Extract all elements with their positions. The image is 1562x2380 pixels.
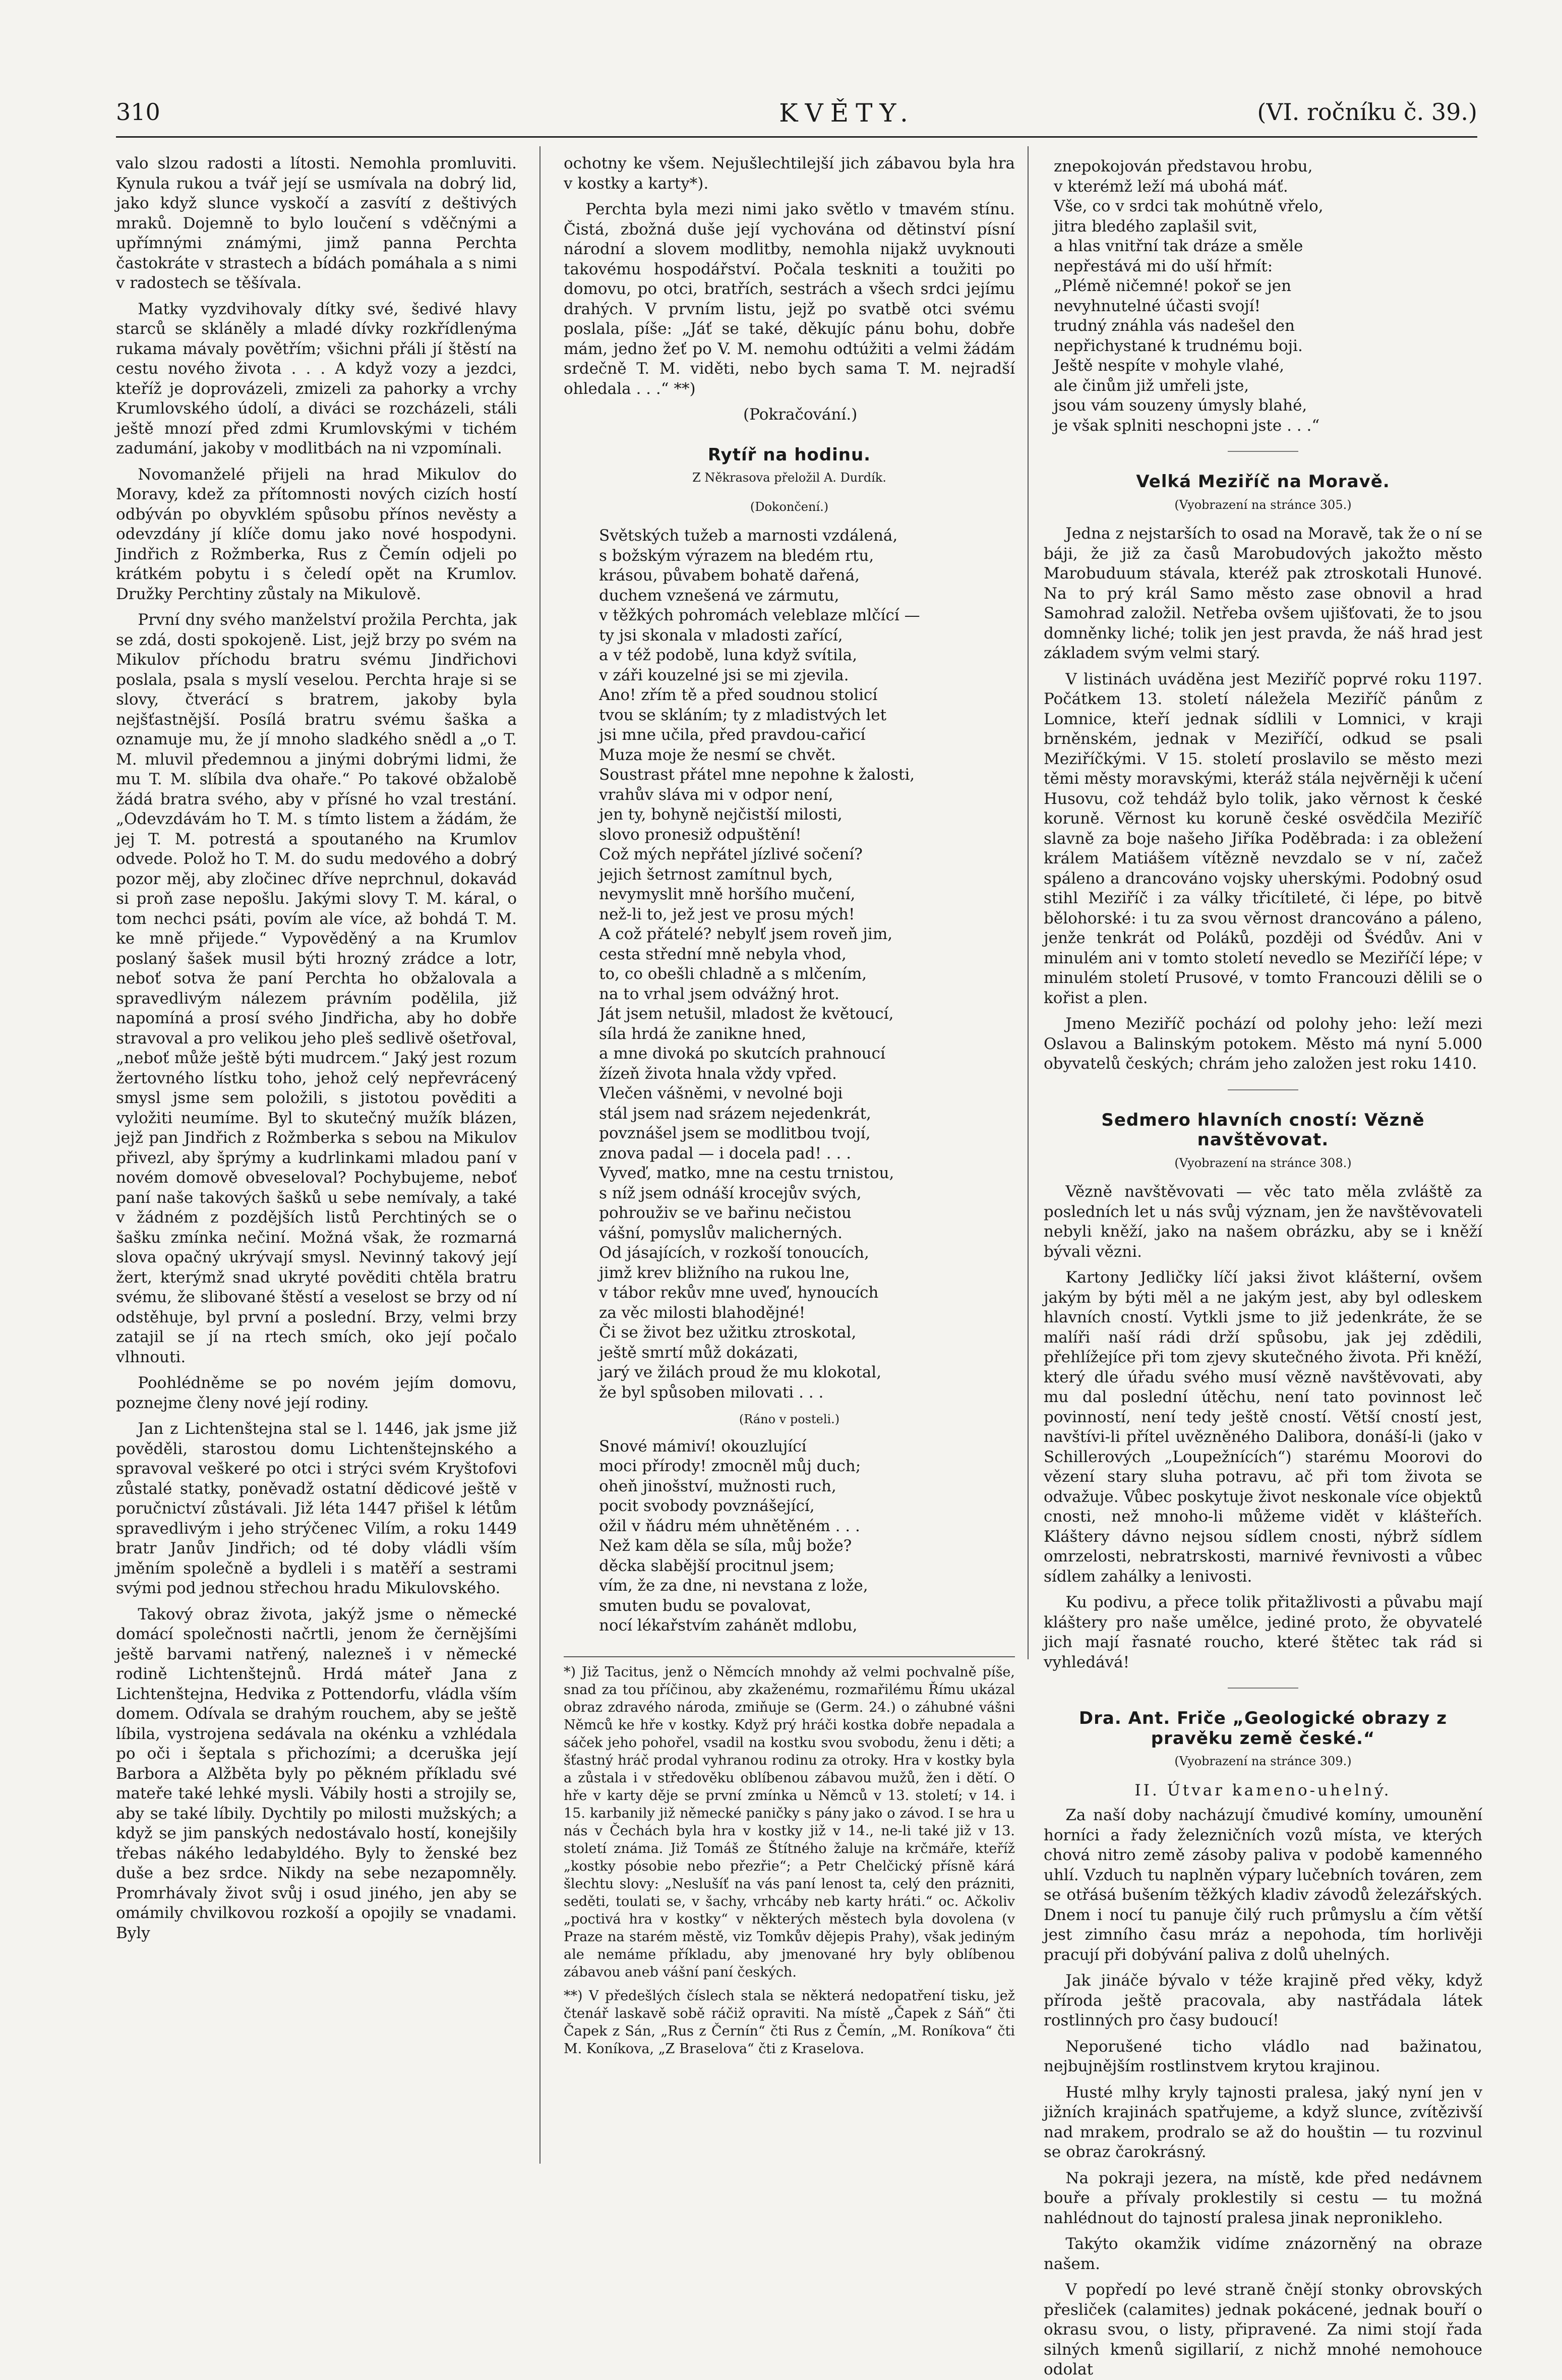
paragraph: Takýto okamžik vidíme znázorněný na obraze našem. [1044,2235,1482,2273]
poem-line: cesta střední mně nebyla vhod, [599,945,847,963]
poem-line: znepokojován představou hrobu, [1054,157,1313,176]
paragraph: V popředí po levé straně čnějí stonky obrovských přesliček (calamites) jednak pokácené, jednak bouří o okrasu svou, o listy, připravené. Za nimi stojí řada silných kmenů sigillarií, z nichž mnohé nemohouce odolat [1044,2281,1482,2378]
masthead: KVĚTY. [779,98,915,128]
poem-line: nocí lékařstvím zahánět mdlobu, [599,1616,858,1635]
poem-line: oheň jinošství, mužnosti ruch, [599,1477,836,1495]
paragraph: Vězně navštěvovati — věc tato měla zvláště za posledních let u nás svůj význam, jen že navštěvovateli nebyli kněží, jako na našem obrázku, aby se i kněží bývali vězni. [1044,1183,1482,1261]
article-subtitle: (Vyobrazení na stránce 308.) [1174,1155,1352,1170]
separator [1228,451,1298,452]
poem-ending [1054,157,1482,436]
footnote: *) Již Tacitus, jenž o Němcích mnohdy až velmi pochvalně píše, snad za tou příčinou, aby zkaženému, rozmařilému Římu ukázal obraz zdravého národa, zmiňuje se (Germ. 24.) o záhubné vášni Němců ke hře v kostky. Když prý hráči kostka dobře nepadala a sáček jeho pohořel, vsadil na kostku svou svobodu, ženu i děti; a šťastný hráč prodal vyhranou rodinu za otroky. Hra v kostky byla a zůstala i v středověku oblíbenou zábavou mužů, žen i dětí. O hře v karty děje se první zmínka u Němců v 13. století; v 14. i 15. karbanily již německé paničky s pány jako o závod. I se hra u nás v Čechách byla hra v kostky již v 14., ne-li také již v 13. století známa. Již Tomáš ze Štítného žaluje na krčmáře, kteříž „kostky pósobie nebo přezřie“; a Petr Chelčický přísně kárá šlechtu slovy: „Neslušíť na vás paní lenost ta, celý den prázniti, seděti, toulati se, v šachy, vrhcáby neb karty hráti.“ oc. Ačkoliv „poctivá hra v kostky“ v některých městech byla dovolena (v Praze na starém městě, viz Tomkův dějepis Prahy), však jediným ale nemáme příkladu, aby jmenované hry byly oblíbenou zábavou aneb vášní paní českých. [564,1664,1015,1980]
poem-line: jsi mne učila, před pravdou-cařicí [599,726,866,744]
page-number: 310 [116,98,160,126]
paragraph: Novomanželé přijeli na hrad Mikulov do Moravy, kdež za přítomnosti nových cizích hostí odbýván po obyvklém spůsobu přínos nevěsty a odevzdány jí klíče domu jako nové hospodyni. Jindřich z Rožmberka, Rus z Čemín odjeli po krátkém pobytu i s čeledí opět na Krumlov. Družky Perchtiny zůstaly na Mikulově. [116,465,517,603]
separator [1228,1688,1298,1689]
poem-line: stál jsem nad srázem nejedenkrát, [599,1104,871,1123]
poem-line: nepřichystané k trudnému boji. [1054,336,1303,355]
column-1 [116,154,517,1943]
paragraph: Jan z Lichtenštejna stal se l. 1446, jak jsme již pověděli, starostou domu Lichtenštejnského a spravoval veškeré po otci i strýci svém Kryštofovi zůstalé statky, poněvadž ostatní dědicové ještě v poručnictví zůstávali. Již léta 1447 přišel k létům spravedlivým i jeho strýčenec Vilím, a roku 1449 bratr Janův Jindřich; od té doby vládli vším jměním společně a bydleli i s matěří a sestrami svými pod jednou střechou hradu Mikulovského. [116,1420,517,1597]
paragraph: valo slzou radosti a lítosti. Nemohla promluviti. Kynula rukou a tvář její se usmívala na dobrý lid, jako když slunce vyskočí a zasvítí z deštivých mraků. Dojemně to bylo loučení s vděčnými a upřímnými známými, jimž panna Perchta častokráte v strastech a bídách pomáhala a s nimi v radostech se těšívala. [116,154,517,292]
poem-title: Rytíř na hodinu. [707,444,871,465]
article-title: Dra. Ant. Friče „Geologické obrazy z pravěku země české.“ [1078,1708,1448,1749]
poem-line: že byl spůsoben milovati . . . [599,1383,824,1402]
poem-line: Od jásajících, v rozkoší tonoucích, [599,1244,869,1262]
poem-line: než-li to, jež jest ve prosu mých! [599,905,855,923]
continued-note: (Pokračování.) [743,405,858,424]
poem-line: Vše, co v srdci tak mohútně vřelo, [1054,197,1324,215]
poem-line: vrahův sláva mi v odpor není, [599,785,833,804]
poem-line: jen ty, bohyně nejčistší milosti, [599,805,843,824]
column-rule-1 [539,146,540,2164]
poem-line: v kterémž leží má ubohá máť. [1054,177,1288,196]
poem-line: vím, že za dne, ni nevstana z lože, [599,1577,868,1595]
poem-line: na to vrhal jsem odvážný hrot. [599,984,839,1003]
poem-line: v tábor rekův mne uveď, hynoucích [599,1284,879,1302]
poem-line: síla hrdá že zanikne hned, [599,1024,807,1043]
poem-line: ty jsi skonala v mladosti zařící, [599,626,843,645]
poem-line: jimž krev bližního na rukou lne, [599,1263,850,1282]
poem-line: ale činům již umřeli jste, [1054,376,1249,395]
poem-line: to, co obešli chladně a s mlčením, [599,965,867,983]
paragraph: Za naší doby nacházují čmudivé komíny, umounění horníci a řady železničních vozů místa, ve kterých chová nitro země zásoby paliva v podobě kamenného uhlí. Vzduch tu naplněn výpary lučebních továren, zem se otřásá bušením těžkých kladiv závodů železářských. Dnem i nocí tu panuje čilý ruch průmyslu a čím větší jest zimního času mráz a nepohoda, tím horlivěji pracují při dobývání paliva z dolů uhelných. [1044,1806,1482,1964]
paragraph: Perchta byla mezi nimi jako světlo v tmavém stínu. Čistá, zbožná duše její vychována od dětinství písní národní a slovem modlitby, nemohla nijakž uvyknouti takovému hospodářství. Počala teskniti a toužiti po domovu, po otci, bratřích, sestrách a všech srdci jejímu drahých. V prvním listu, jejž po svatbě otci svému poslala, píše: „Jáť se také, děkujíc pánu bohu, dobře mám, jedno žeť po V. M. nemohu odtúžiti a velmi žádám srdečně T. M. viděti, nebo bych sama T. M. nejradší ohledala . . .“ **) [564,200,1015,398]
poem-line: smuten budu se povalovat, [599,1596,811,1615]
poem-line: pohrouživ se ve bařinu nečistou [599,1204,852,1222]
article-title: Sedmero hlavních cností: Vězně navštěvovat. [1101,1110,1425,1150]
article-subtitle: (Vyobrazení na stránce 309.) [1174,1754,1352,1768]
poem-translator: Z Někrasova přeložil A. Durdík. [692,471,886,485]
poem-line: jitra bledého zaplašil svit, [1054,217,1258,236]
poem-line: Soustrast přátel mne nepohne k žalosti, [599,766,915,784]
poem-line: Ještě nespíte v mohyle vlahé, [1054,357,1285,375]
paragraph: Kartony Jedličky líčí jaksi život klášterní, ovšem jakým by býti měl a ne jakým jest, aby byl odleskem hlavních cností. Vytkli jsme to již jedenkráte, že se malíři naší rádi drží spůsobu, jak jej zdědili, přehlížejíce při tom zjevy skutečného života. Při kněží, který dle úřadu svého musí vězně navštěvovati, aby mu dal poslední útěchu, není tato povinnost leč povinností, není tedy ještě cností. Větší cností jest, navštívi-li přítel uvězněného Dalibora, donáší-li (jako v Schillerových „Loupežnících“) starému Moorovi do vězení stary sluha potravu, ač při tom života se odvažuje. Vůbec poskytuje život neskonale více objektů cnosti, než mnoho-li můžeme vidět v klášteřích. Kláštery dávno nejsou sídlem cnosti, nýbrž sídlem omrzelosti, nebratrskosti, marnivé řevnivosti a vůbec sídlem zahálky a lenivosti. [1044,1268,1482,1586]
poem-line: znova padal — i docela pad! . . . [599,1144,852,1163]
poem-line: moci přírody! zmocněl můj duch; [599,1457,861,1475]
paragraph: Takový obraz života, jakýž jsme o německé domácí společnosti načrtli, jenom že černějšími ještě barvami natřený, nalezneš i v německé rodině Lichtenštejnů. Hrdá máteř Jana z Lichtenštejna, Hedvika z Pottendorfu, vládla vším domem. Odívala se drahým rouchem, aby se ještě líbila, vystrojena sedávala na okénku a vzhlédala po oči i šeptala s přichozími; a dceruška její Barbora a Alžběta byly po pěkném příkladu své mateře také lehké mysli. Vábily hosti a strojily se, aby se také líbily. Dychtily po milosti mužských; a když se jim panských nedostávalo hostí, konejšily třebas nákého ledabyldého. Byly to ženské bez duše a bez srdce. Nikdy na sebe nezapomněly. Promrhávaly život svůj i osud jiného, jen aby se omámily chvilkovou rozkoší a opojily se vnadami. Byly [116,1605,517,1942]
paragraph: Poohlédněme se po novém jejím domovu, poznejme členy nové její rodiny. [116,1374,517,1412]
article-subtitle: (Vyobrazení na stránce 305.) [1174,497,1352,512]
poem-line: a mne divoká po skutcích prahnoucí [599,1044,885,1063]
paragraph: Matky vyzdvihovaly dítky své, šedivé hlavy starců se skláněly a mladé dívky rozkřídlenýma rukama mávaly povětřím; všichni přáli jí štěstí na cestu nového života . . . A když vozy a jezdci, kteříž je doprovázeli, zmizeli za pahorky a vrchy Krumlovského údolí, a diváci se rozcházeli, stáli ještě mnozí před zdmi Krumlovskými v tichém zadumání, jakoby v modlitbách na ni vzpomínali. [116,300,517,457]
paragraph: Na pokraji jezera, na místě, kde před nedávnem bouře a přívaly proklestily si cestu — tu možná nahlédnout do tajností pralesa jinak nepronikleho. [1044,2169,1482,2227]
poem-line: krásou, půvabem bohatě dařená, [599,566,860,585]
poem-line: Než kam děla se síla, můj bože? [599,1537,852,1555]
poem-line: Vlečen vášněmi, v nevolné boji [599,1084,843,1102]
poem-line: jarý ve žilách proud že mu klokotal, [599,1363,882,1381]
poem-line: nevymyslit mně horšího mučení, [599,885,856,903]
poem-line: Ját jsem netušil, mladost že květoucí, [599,1005,894,1023]
poem-body-2 [599,1437,1015,1636]
poem-line: Snové mámiví! okouzlující [599,1437,807,1456]
page-header [116,98,1477,134]
poem-line: Vyveď, matko, mne na cestu trnistou, [599,1164,894,1182]
paragraph: Neporušené ticho vládlo nad bažinatou, nejbujnějším rostlinstvem krytou krajinou. [1044,2037,1482,2075]
paragraph: Jmeno Meziříč pochází od polohy jeho: leží mezi Oslavou a Balinským potokem. Město má nyní 5.000 obyvatelů českých; chrám jeho založen jest roku 1410. [1044,1015,1482,1073]
poem-line: Což mých nepřátel jízlivé sočení? [599,845,863,863]
poem-line: vášní, pomyslův malicherných. [599,1224,843,1242]
paragraph: V listinách uváděna jest Meziříč poprvé roku 1197. Počátkem 13. století náležela Meziříč pánům z Lomnice, kteří jednak sídlili v Lomnici, v kraji brněnském, jednak v Meziříčí, odkud se psali Meziříčkými. V 15. století proslavilo se město mezi těmi městy moravskými, kteráž stála nejvěrněji k učení Husovu, což tehdáž bylo tolik, jako věrnost k české koruně. Věrnost ku koruně české osvědčila Meziříč slavně za boje našeho Jiříka Poděbrada: i za obležení králem Matiášem vítězně nevzdalo se v ní, začež spáleno a drancováno vojsky uherskými. Podobný osud stihl Meziříč i za války třicítileté, či lépe, po bitvě bělohorské: i tu za svou věrnost drancováno a páleno, jenže tenkrát od Poláků, později od Švédův. Ani v minulém ani v tomto století nevedlo se Meziříčí lépe; v minulém století Prusové, v tomto Francouzi dělili se o kořist a plen. [1044,670,1482,1007]
column-rule-2 [1028,146,1029,1659]
poem-line: s níž jsem odnáší krocejův svých, [599,1184,862,1202]
header-rule [116,136,1477,138]
footnote: **) V předešlých číslech stala se některá nedopatření tisku, jež čtenář laskavě sobě ráčiž opraviti. Na místě „Čapek z Sáň“ čti Čapek z Sán, „Rus z Černín“ čti Rus z Čemín, „M. Roníkova“ čti M. Koníkova, „Z Braselova“ čti z Kraselova. [564,1988,1015,2057]
issue-number: (VI. ročníku č. 39.) [1257,98,1477,126]
poem-line: tvou se skláním; ty z mladistvých let [599,706,887,724]
poem-line: nevyhnutelné účasti svojí! [1054,297,1261,315]
poem-line: s božským výrazem na bledém rtu, [599,546,874,565]
poem-line: „Plémě ničemné! pokoř se jen [1054,277,1292,295]
separator [1228,1089,1298,1090]
poem-line: za věc milosti blahodějné! [599,1303,806,1322]
paragraph: ochotny ke všem. Nejušlechtilejší jich zábavou byla hra v kostky a karty*). [564,154,1015,193]
poem-conclusion: (Dokončení.) [750,499,829,514]
poem-line: pocit svobody povznášející, [599,1497,815,1515]
poem-line: jsou vám souzeny úmysly blahé, [1054,396,1307,415]
poem-line: ještě smrtí můž dokázati, [599,1343,799,1362]
poem-line: a v též podobě, luna když svítila, [599,646,858,664]
paragraph: První dny svého manželství prožila Perchta, jak se zdá, dosti spokojeně. List, jejž brzy po svém na Mikulov příchodu bratru svému Jindřichovi poslala, psala s myslí veselou. Perchta hraje si se slovy, čtverácí s bratrem, jakoby byla nejšťastnější. Posílá bratru svému šaška a oznamuje mu, že jí mnoho sladkého snědl a „o T. M. mluvil předemnou a jinými dobrými lidmi, že mu T. M. slíbila dva ohaře.“ Po takové obžalobě žádá bratra svého, aby v přísné ho vzal trestání. „Odevzdávám ho T. M. s tímto listem a žádám, že jej T. M. potrestá a spoutaného na Krumlov odvede. Polož ho T. M. do sudu medového a dobrý pozor měj, aby zločinec dříve neprchnul, dokavád si proň zase nepošlu. Jakými slovy T. M. káral, o tom nechci psáti, povím ale více, až bohdá T. M. ke mně přijede.“ Vypověděný a na Krumlov poslaný šašek musil býti hrozný zrádce a lotr, neboť sotva že paní Perchta ho obžalovala a spravedlivým nálezem právním podělila, již napomíná a prosí svého Jindřicha, aby ho dobře stravoval a pro velikou jeho pleš sedlivě ošetřoval, „neboť může ještě býti mudrcem.“ Jaký jest rozum žertovného lístku toho, jehož celý nepřevrácený smysl jsme sem položili, s jistotou pověditi a vyložiti neumíme. Byl to skutečný mužík blázen, jejž pan Jindřich z Rožmberka s sebou na Mikulov přivezl, aby šprýmy a kudrlinkami mladou paní v novém domově obveseloval? Pochybujeme, neboť paní naše takových šašků u sebe nemívaly, a také v žádném z pozdějších listů Perchtiných se o šašku zmínka nečiní. Možná však, že rozmarná slova opačný ukrývají smysl. Nevinný takový její žert, kterýmž snad ukryté pověditi chtěla bratru svému, že slibované štěstí a veselost se brzy od ní odstěhuje, byl první a poslední. Brzy, velmi brzy zatajil se jí na rtech smích, oko její počalo vlhnouti. [116,611,517,1366]
poem-line: trudný znáhla vás nadešel den [1054,317,1295,335]
article-title: Velká Meziříč na Moravě. [1136,472,1390,492]
paragraph: Husté mlhy kryly tajnosti pralesa, jaký nyní jen v jižních krajinách spatřujeme, a když slunce, zvítězivší nad mrakem, prodralo se až do houštin — tu rozvinul se obraz čarokrásný. [1044,2083,1482,2161]
paragraph: Jak jináče bývalo v téže krajině před věky, když příroda ještě pracovala, aby nastřádala látek rostlinných pro časy budoucí! [1044,1971,1482,2029]
poem-line: Světských tužeb a marnosti vzdálená, [599,527,898,545]
poem-line: Či se život bez užitku ztroskotal, [599,1323,857,1342]
poem-line: žízeň života hnala vždy vpřed. [599,1064,837,1083]
poem-line: děcka slabější procitnul jsem; [599,1556,834,1575]
poem-line: povznášel jsem se modlitbou tvojí, [599,1124,871,1142]
poem-line: slovo pronesiž odpuštění! [599,825,802,844]
footnotes [564,1656,1015,2058]
poem-line: v těžkých pohromách veleblaze mlčící — [599,606,920,624]
poem-subheading: (Ráno v posteli.) [739,1412,840,1426]
poem-line: jejich šetrnost zamítnul bych, [599,865,833,884]
poem-line: v záři kouzelné jsi se mi zjevila. [599,666,849,684]
poem-body [599,526,1015,1403]
poem-line: nepřestává mi do uší hřmít: [1054,257,1273,275]
poem-line: Muza moje že nesmí se chvět. [599,745,836,764]
poem-line: ožil v ňádru mém uhnětěném . . . [599,1517,860,1535]
paragraph: Jedna z nejstarších to osad na Moravě, tak že o ní se báji, že již za časů Marobudových jakožto město Marobuduum stávala, kteréž pak ztroskotali Hunové. Na to prý král Samo město zase obnovil a hrad Samohrad založil. Netřeba ovšem ujišťovati, že to jsou domněnky liché; tolik jen jest pravda, že náš hrad jest základem svým velmi starý. [1044,525,1482,662]
paragraph: Ku podivu, a přece tolik přitažlivosti a půvabu mají kláštery pro naše umělce, jediné proto, že obyvatelé jich mají řasnaté roucho, které štětec tak rád si vyhledává! [1044,1593,1482,1671]
poem-line: je však splniti neschopni jste . . .“ [1054,416,1320,435]
poem-line: A což přátelé? nebylť jsem roveň jim, [599,925,893,943]
section-heading: II. Útvar kameno-uhelný. [1134,1781,1392,1799]
poem-line: a hlas vnitřní tak dráze a směle [1054,237,1303,255]
poem-line: duchem vznešená ve zármutu, [599,586,839,605]
column-2 [564,154,1015,2058]
poem-line: Ano! zřím tě a před soudnou stolicí [599,686,878,704]
column-3 [1044,154,1482,2380]
